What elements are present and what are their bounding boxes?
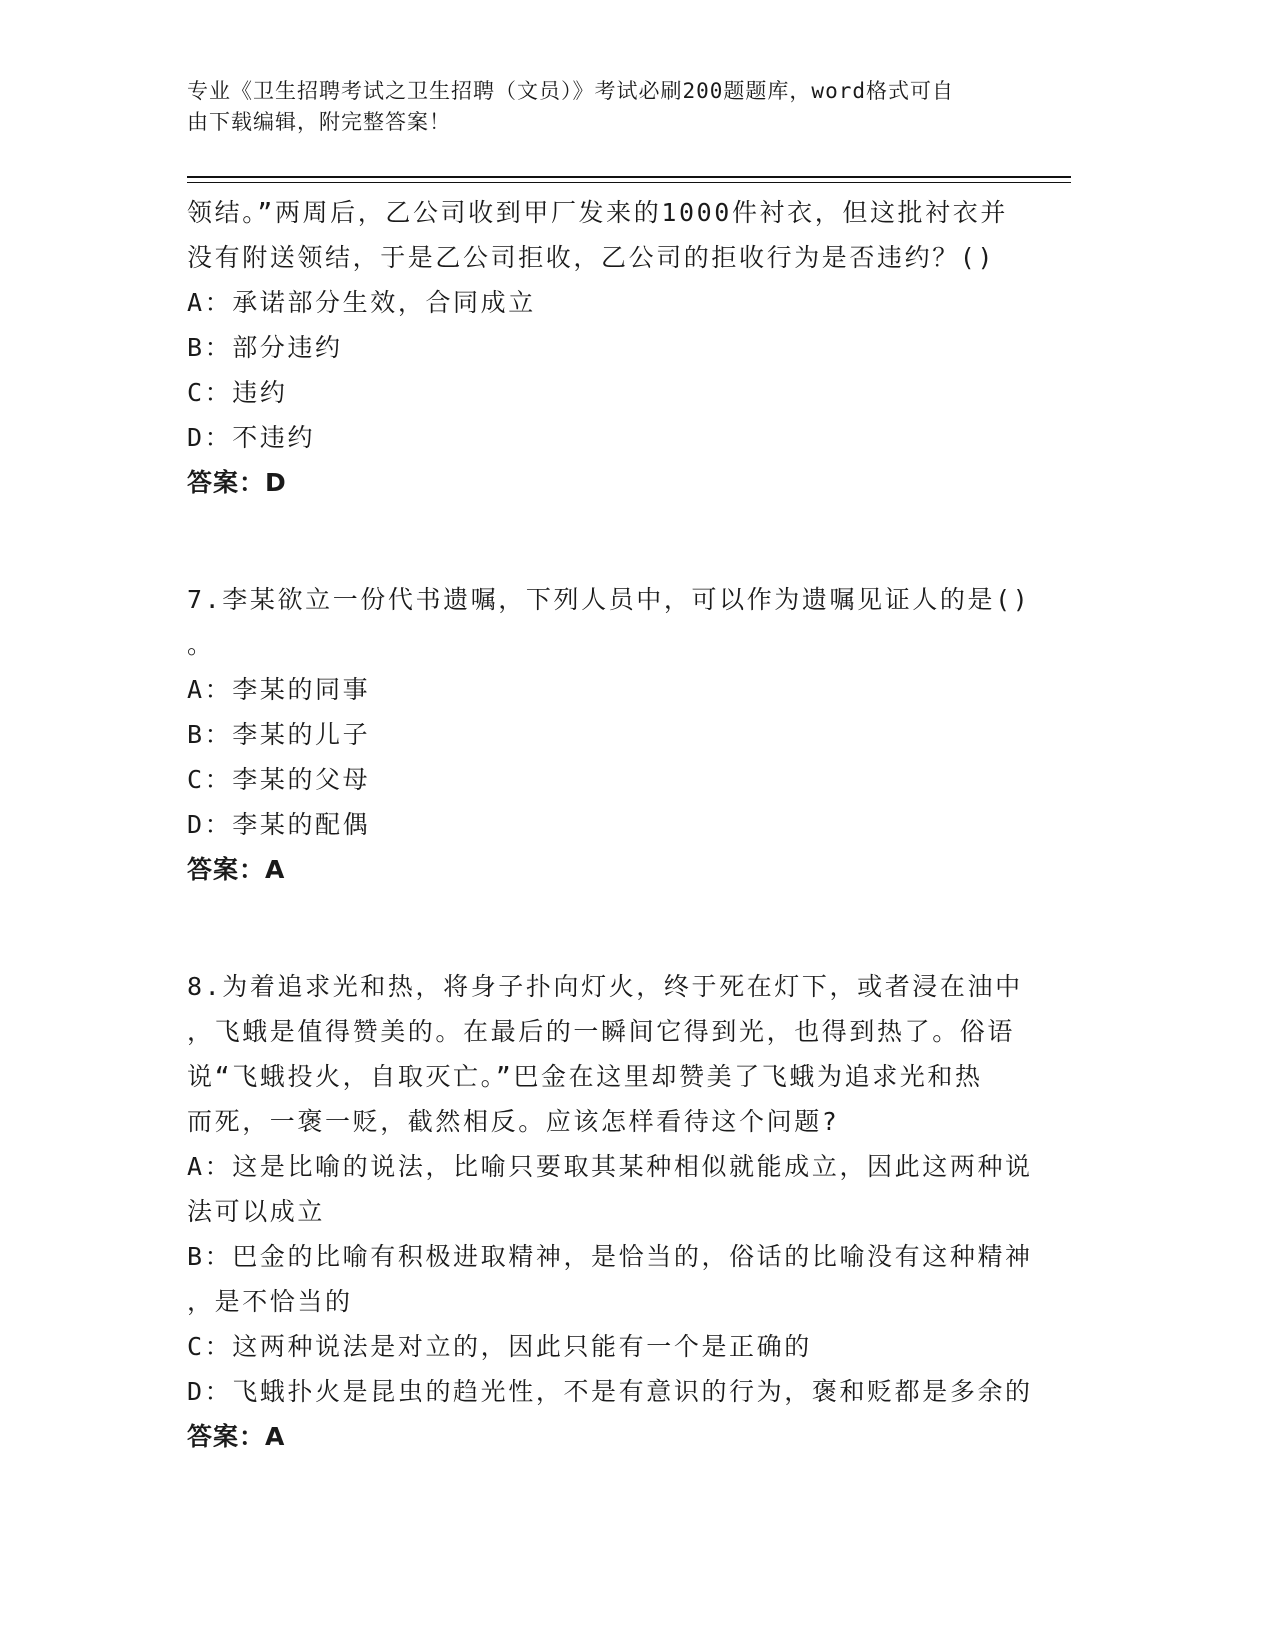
option-c: C：违约 xyxy=(187,378,288,407)
question-stem-line: ，飞蛾是值得赞美的。在最后的一瞬间它得到光，也得到热了。俗语 xyxy=(187,1017,1016,1046)
question-stem-line: 7.李某欲立一份代书遗嘱，下列人员中，可以作为遗嘱见证人的是() xyxy=(187,585,1031,614)
question-block xyxy=(187,190,1075,505)
header-title-line-1: 专业《卫生招聘考试之卫生招聘（文员）》考试必刷200题题库，word格式可自 xyxy=(187,79,954,103)
option-b-continued: ，是不恰当的 xyxy=(187,1287,353,1316)
option-a: A：这是比喻的说法，比喻只要取其某种相似就能成立，因此这两种说 xyxy=(187,1152,1033,1181)
option-c: C：这两种说法是对立的，因此只能有一个是正确的 xyxy=(187,1332,812,1361)
option-d: D：不违约 xyxy=(187,423,316,452)
option-d: D：飞蛾扑火是昆虫的趋光性，不是有意识的行为，褒和贬都是多余的 xyxy=(187,1377,1033,1406)
question-stem-line: 8.为着追求光和热，将身子扑向灯火，终于死在灯下，或者浸在油中 xyxy=(187,972,1023,1001)
header-divider-thick xyxy=(187,176,1071,178)
header-divider-thin xyxy=(187,182,1071,183)
header-title-line-2: 由下载编辑，附完整答案！ xyxy=(187,110,451,134)
question-stem-line: 说“飞蛾投火，自取灭亡。”巴金在这里却赞美了飞蛾为追求光和热 xyxy=(187,1062,983,1091)
answer-label: 答案：A xyxy=(187,855,286,884)
answer-label: 答案：A xyxy=(187,1422,286,1451)
option-c: C：李某的父母 xyxy=(187,765,371,794)
answer-label: 答案：D xyxy=(187,468,287,497)
document-header xyxy=(187,76,1067,138)
question-stem-line: 。 xyxy=(187,630,215,659)
question-spacer xyxy=(187,505,1075,577)
option-a-continued: 法可以成立 xyxy=(187,1197,326,1226)
question-block xyxy=(187,577,1075,892)
question-stem-line: 领结。”两周后，乙公司收到甲厂发来的1000件衬衣，但这批衬衣并 xyxy=(187,198,1008,227)
question-stem-line: 没有附送领结，于是乙公司拒收，乙公司的拒收行为是否违约？() xyxy=(187,243,996,272)
option-b: B：部分违约 xyxy=(187,333,343,362)
option-a: A：承诺部分生效，合同成立 xyxy=(187,288,536,317)
question-block xyxy=(187,964,1075,1459)
option-d: D：李某的配偶 xyxy=(187,810,371,839)
option-a: A：李某的同事 xyxy=(187,675,371,704)
question-stem-line: 而死，一褒一贬，截然相反。应该怎样看待这个问题? xyxy=(187,1107,840,1136)
option-b: B：巴金的比喻有积极进取精神，是恰当的，俗话的比喻没有这种精神 xyxy=(187,1242,1033,1271)
question-spacer xyxy=(187,892,1075,964)
question-list xyxy=(187,190,1075,1459)
option-b: B：李某的儿子 xyxy=(187,720,371,749)
